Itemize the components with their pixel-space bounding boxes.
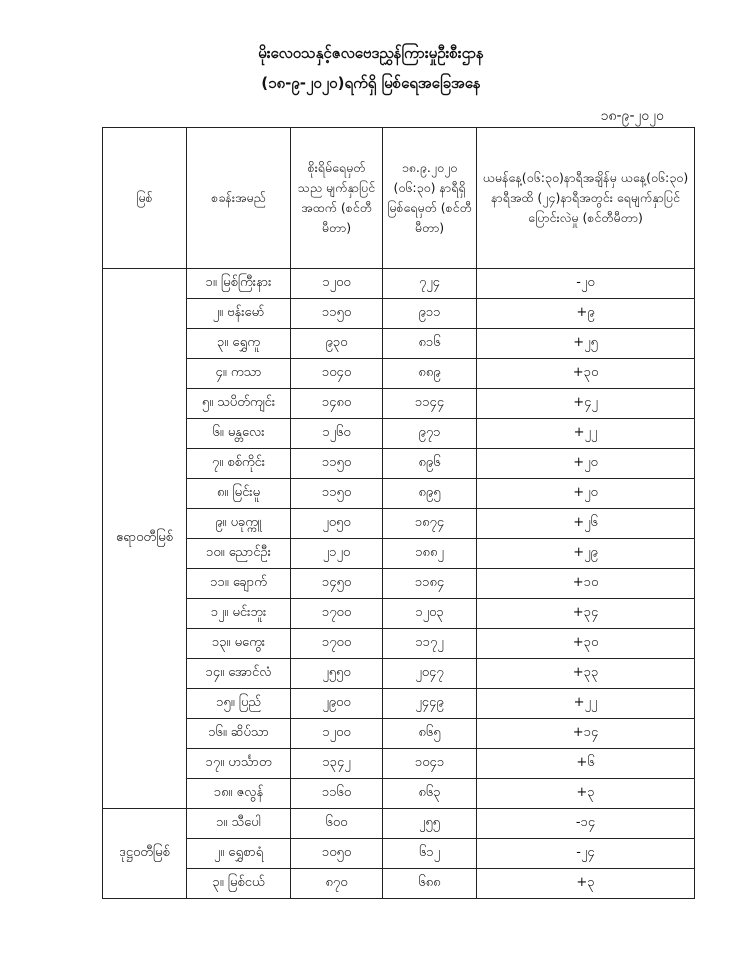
level-change-cell: +၃ [477,779,695,809]
station-name: ၉။ ပခုက္ကူ [187,509,291,539]
current-level-cell: ၁၈၈၂ [383,539,477,569]
normal-level-cell: ၁၂၀၀ [291,269,383,299]
current-level-cell: ၆၁၂ [383,839,477,869]
station-name: ၇။ စစ်ကိုင်း [187,449,291,479]
current-level-cell: ၁၂၀၃ [383,599,477,629]
normal-level-cell: ၁၀၅၀ [291,839,383,869]
normal-level-cell: ၁၄၈၀ [291,389,383,419]
station-name: ၃။ ရွှေကူ [187,329,291,359]
normal-level-cell: ၁၁၅၀ [291,449,383,479]
normal-level-cell: ၁၂၀၀ [291,719,383,749]
current-level-cell: ၁၁၄၄ [383,389,477,419]
station-name: ၆။ မန္တလေး [187,419,291,449]
station-name: ၁။ သီပေါ [187,809,291,839]
current-level-cell: ၈၁၆ [383,329,477,359]
station-name: ၈။ မြင်းမူ [187,479,291,509]
current-level-cell: ၉၇၁ [383,419,477,449]
level-change-cell: +၂၀ [477,479,695,509]
table-row [103,809,695,839]
header-station: စခန်းအမည် [187,128,291,269]
normal-level-cell: ၁၁၅၀ [291,479,383,509]
level-change-cell: +၃၀ [477,629,695,659]
level-change-cell: +၉ [477,299,695,329]
level-change-cell: +၃၄ [477,599,695,629]
station-name: ၁၂။ မင်းဘူး [187,599,291,629]
normal-level-cell: ၁၃၄၂ [291,749,383,779]
table-row [103,749,695,779]
normal-level-cell: ၁၇၀၀ [291,629,383,659]
table-row [103,299,695,329]
river-level-table [102,127,695,899]
normal-level-cell: ၁၁၆၀ [291,779,383,809]
level-change-cell: +၁၀ [477,569,695,599]
level-change-cell: +၂၆ [477,509,695,539]
table-row [103,329,695,359]
table-row [103,479,695,509]
report-date: ၁၈-၉-၂၀၂၀ [600,108,664,124]
station-name: ၁၀။ ညောင်ဦး [187,539,291,569]
level-change-cell: +၄၂ [477,389,695,419]
station-name: ၁၈။ ဇလွန် [187,779,291,809]
level-change-cell: -၂၄ [477,839,695,869]
station-name: ၁၃။ မကွေး [187,629,291,659]
normal-level-cell: ၂၅၅၀ [291,659,383,689]
current-level-cell: ၁၀၄၁ [383,749,477,779]
current-level-cell: ၁၈၇၄ [383,509,477,539]
station-name: ၄။ ကသာ [187,359,291,389]
current-level-cell: ၁၁၈၄ [383,569,477,599]
table-row [103,449,695,479]
table-body [103,269,695,899]
normal-level-cell: ၂၁၂၀ [291,539,383,569]
level-change-cell: +၂၂ [477,689,695,719]
station-name: ၁၅။ ပြည် [187,689,291,719]
table-row [103,779,695,809]
table-row [103,419,695,449]
normal-level-cell: ၆၀၀ [291,809,383,839]
station-name: ၁။ မြစ်ကြီးနား [187,269,291,299]
table-row [103,659,695,689]
normal-level-cell: ၂၉၀၀ [291,689,383,719]
station-name: ၁၁။ ချောက် [187,569,291,599]
river-name: ဒုဋ္ဌဝတီမြစ် [103,809,187,899]
normal-level-cell: ၉၃၀ [291,329,383,359]
current-level-cell: ၂၅၅ [383,809,477,839]
normal-level-cell: ၁၁၅၀ [291,299,383,329]
table-header-row [103,128,695,269]
level-change-cell: +၂၉ [477,539,695,569]
current-level-cell: ၉၁၁ [383,299,477,329]
table-row [103,629,695,659]
level-change-cell: -၂၀ [477,269,695,299]
current-level-cell: ၈၆၃ [383,779,477,809]
level-change-cell: +၃၀ [477,359,695,389]
normal-level-cell: ၁၄၅၀ [291,569,383,599]
level-change-cell: +၂၅ [477,329,695,359]
header-current-level: ၁၈.၉.၂၀၂၀ (ဝ၆:၃၀) နာရီရှိ မြစ်ရေမှတ် (စင်တီမီတာ) [383,128,477,269]
level-change-cell: +၃၃ [477,659,695,689]
report-title: မိုးလေဝသနှင့်ဇလဗေဒညွှန်ကြားမှုဦးစီးဌာန [258,44,484,62]
current-level-cell: ၈၆၅ [383,719,477,749]
normal-level-cell: ၈၇၀ [291,869,383,899]
current-level-cell: ၈၉၅ [383,479,477,509]
station-name: ၁၆။ ဆိပ်သာ [187,719,291,749]
header-river: မြစ် [103,128,187,269]
station-name: ၅။ သပိတ်ကျင်း [187,389,291,419]
station-name: ၃။ မြစ်ငယ် [187,869,291,899]
table-row [103,599,695,629]
normal-level-cell: ၂၀၅၀ [291,509,383,539]
current-level-cell: ၈၈၉ [383,359,477,389]
current-level-cell: ၈၉၆ [383,449,477,479]
current-level-cell: ၂၀၄၇ [383,659,477,689]
table-row [103,269,695,299]
normal-level-cell: ၁၂၆၀ [291,419,383,449]
current-level-cell: ၂၄၄၉ [383,689,477,719]
table-row [103,689,695,719]
level-change-cell: +၃ [477,869,695,899]
station-name: ၂။ ဗန်းမော် [187,299,291,329]
table-row [103,719,695,749]
current-level-cell: ၆၈၈ [383,869,477,899]
header-change: ယမန်နေ့(ဝ၆:၃၀)နာရီအချိန်မှ ယနေ့(ဝ၆:၃၀) နာရီအထိ (၂၄)နာရီအတွင်း ရေမျက်နှာပြင်ပြောင်းလဲမှု (စင်တီမီတာ) [477,128,695,269]
current-level-cell: ၇၂၄ [383,269,477,299]
table-row [103,839,695,869]
normal-level-cell: ၁၀၄၀ [291,359,383,389]
level-change-cell: +၁၄ [477,719,695,749]
header-normal-level: စိုးရိမ်ရေမှတ် သည မျက်နှာပြင် အထက် (စင်တီမီတာ) [291,128,383,269]
table-row [103,539,695,569]
table-row [103,509,695,539]
table-row [103,359,695,389]
current-level-cell: ၁၁၇၂ [383,629,477,659]
station-name: ၁၇။ ဟင်္သာတ [187,749,291,779]
level-change-cell: +၆ [477,749,695,779]
level-change-cell: +၂၂ [477,419,695,449]
table-row [103,569,695,599]
report-subtitle: (၁၈-၉-၂၀၂၀)ရက်ရှိ မြစ်ရေအခြေအနေ [261,74,481,92]
station-name: ၂။ ရွှေစာရံ [187,839,291,869]
level-change-cell: -၁၄ [477,809,695,839]
table-row [103,869,695,899]
normal-level-cell: ၁၇၀၀ [291,599,383,629]
level-change-cell: +၂၀ [477,449,695,479]
station-name: ၁၄။ အောင်လံ [187,659,291,689]
river-name: ဧရာဝတီမြစ် [103,269,187,809]
table-row [103,389,695,419]
